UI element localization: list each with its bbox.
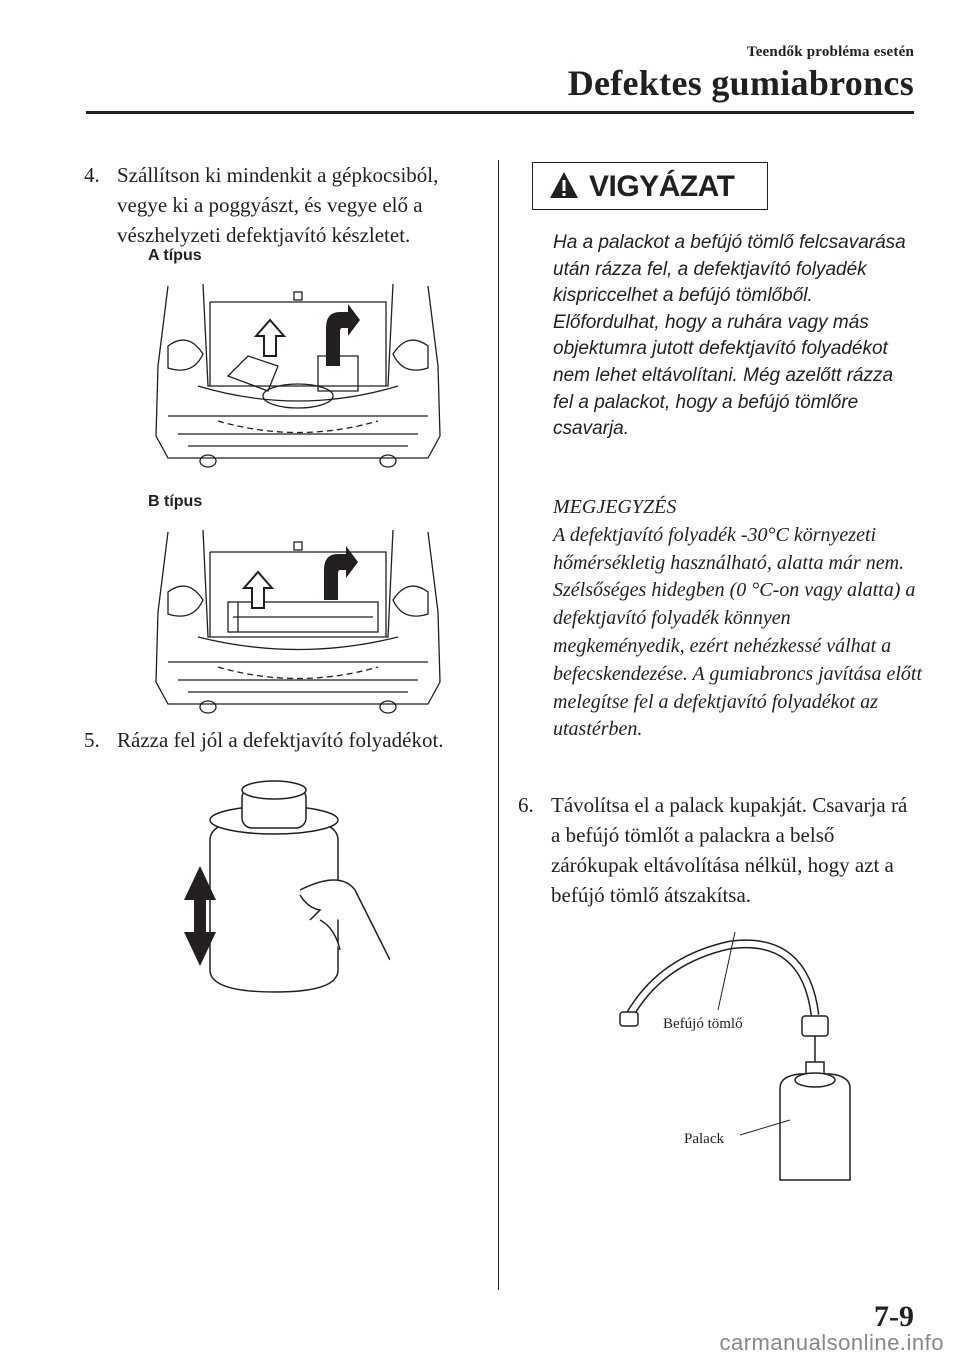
hose-label: Befújó tömlő [663,1016,743,1032]
type-b-label: B típus [148,493,203,510]
page-number: 7-9 [874,1300,914,1333]
watermark: carmanualsonline.info [719,1330,944,1355]
header-rule [86,111,914,114]
note-paragraph-2: Szélsőséges hidegben (0 °C-on vagy alatta) a defektjavító folyadék könnyen megkeményedik, ezért nehézkessé válhat a befecskendezése. A gumiabroncs javítása előtt melegítse fel a defektjavító folyadékot az utastérben. [553,579,922,741]
note-title: MEGJEGYZÉS [553,496,677,518]
bottle-label: Palack [684,1131,724,1147]
section-header: Teendők probléma esetén [746,44,914,60]
step-6 [518,790,918,910]
warning-title: VIGYÁZAT [589,170,735,203]
step-4 [84,160,484,250]
hose-bottle-illustration [600,920,860,1190]
step-text: Szállítson ki mindenkit a gépkocsiból, vegye ki a poggyászt, és vegye elő a vészhelyzeti defektjavító készletet. [117,163,439,247]
step-number: 5. [84,728,100,752]
note-paragraph-1: A defektjavító folyadék -30°C környezeti hőmérsékletig használható, alatta már nem. [553,523,905,574]
step-text: Rázza fel jól a defektjavító folyadékot. [117,728,444,752]
step-text: Távolítsa el a palack kupakját. Csavarja rá a befújó tömlőt a palackra a belső zárókupak eltávolítása nélkül, hogy azt a befújó tömlő átszakítsa. [551,793,908,907]
step-5 [84,725,504,755]
step-number: 6. [518,793,534,817]
warning-text: Ha a palackot a befújó tömlő felcsavarása után rázza fel, a defektjavító folyadék kispriccelhet a befújó tömlőből. Előfordulhat, hogy a ruhára vagy más objektumra jutott defektjavító folyadékot nem lehet eltávolítani. Még azelőtt rázza fel a palackot, hogy a befújó tömlőre csavarja. [553,232,906,440]
trunk-type-a-illustration [148,276,448,476]
shake-bottle-illustration [180,780,390,1030]
type-a-label: A típus [148,247,202,264]
warning-banner [532,162,768,210]
page-title: Defektes gumiabroncs [567,63,914,103]
warning-icon [549,171,579,199]
note-block [553,494,923,744]
trunk-type-b-illustration [148,522,448,722]
step-number: 4. [84,163,100,187]
